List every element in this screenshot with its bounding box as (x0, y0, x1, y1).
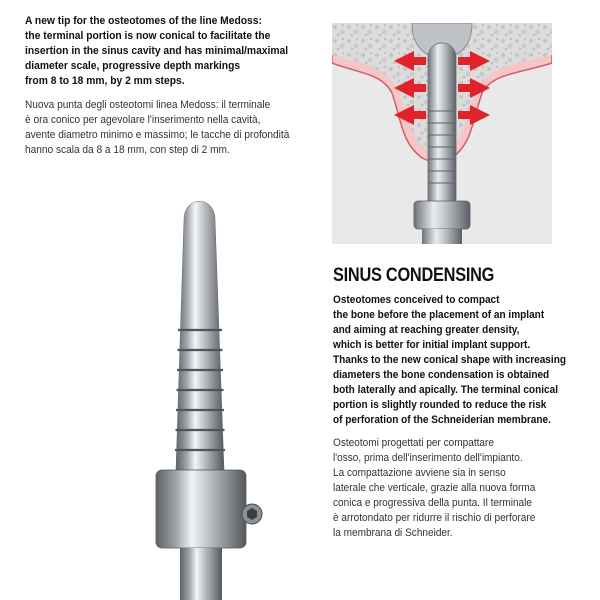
section-en-line: both laterally and apically. The terminal conical (333, 384, 558, 396)
section-en-line: diameters the bone condensation is obtained (333, 369, 550, 381)
section-title: SINUS CONDENSING (333, 265, 495, 286)
section-italian-text (333, 436, 582, 541)
section-en-line: and aiming at reaching greater density, (333, 324, 520, 336)
section-it-line: La compattazione avviene sia in senso (333, 467, 506, 479)
section-en-line: Osteotomes conceived to compact (333, 294, 500, 306)
section-it-line: è arrotondato per ridurre il rischio di perforare (333, 512, 536, 524)
intro-it-line: Nuova punta degli osteotomi linea Medoss: il terminale (25, 99, 271, 111)
section-en-line: the bone before the placement of an implant (333, 309, 545, 321)
intro-en-line: the terminal portion is now conical to facilitate the (25, 30, 271, 42)
section-en-line: of perforation of the Schneiderian membrane. (333, 414, 551, 426)
tool-shaft (180, 548, 222, 600)
intro-en-line: from 8 to 18 mm, by 2 mm steps. (25, 75, 185, 87)
section-it-line: la membrana di Schneider. (333, 527, 453, 539)
section-it-line: conica e progressiva della punta. Il terminale (333, 497, 532, 509)
section-en-line: portion is slightly rounded to reduce the risk (333, 399, 547, 411)
section-it-line: Osteotomi progettati per compattare (333, 437, 494, 449)
sinus-condensing-diagram (332, 23, 552, 244)
section-english-text (333, 293, 591, 428)
diagram-osteotome-shaft (428, 43, 456, 213)
tool-collar (156, 470, 246, 548)
section-it-line: laterale che verticale, grazie alla nuova forma (333, 482, 536, 494)
intro-italian-text (25, 98, 301, 158)
intro-en-line: insertion in the sinus cavity and has minimal/maximal (25, 45, 289, 57)
osteotome-tool-image (140, 190, 290, 600)
section-en-line: which is better for initial implant support. (333, 339, 531, 351)
section-en-line: Thanks to the new conical shape with increasing (333, 354, 566, 366)
diagram-collar (414, 201, 470, 229)
intro-english-text (25, 14, 292, 89)
intro-it-line: avente diametro minimo e massimo; le tacche di profondità (25, 129, 290, 141)
intro-en-line: diameter scale, progressive depth markings (25, 60, 241, 72)
intro-it-line: è ora conico per agevolare l'inserimento nella cavità, (25, 114, 261, 126)
intro-it-line: hanno scala da 8 a 18 mm, con step di 2 mm. (25, 144, 230, 156)
intro-en-line: A new tip for the osteotomes of the line Medoss: (25, 15, 262, 27)
section-it-line: l'osso, prima dell'inserimento dell'impianto. (333, 452, 523, 464)
